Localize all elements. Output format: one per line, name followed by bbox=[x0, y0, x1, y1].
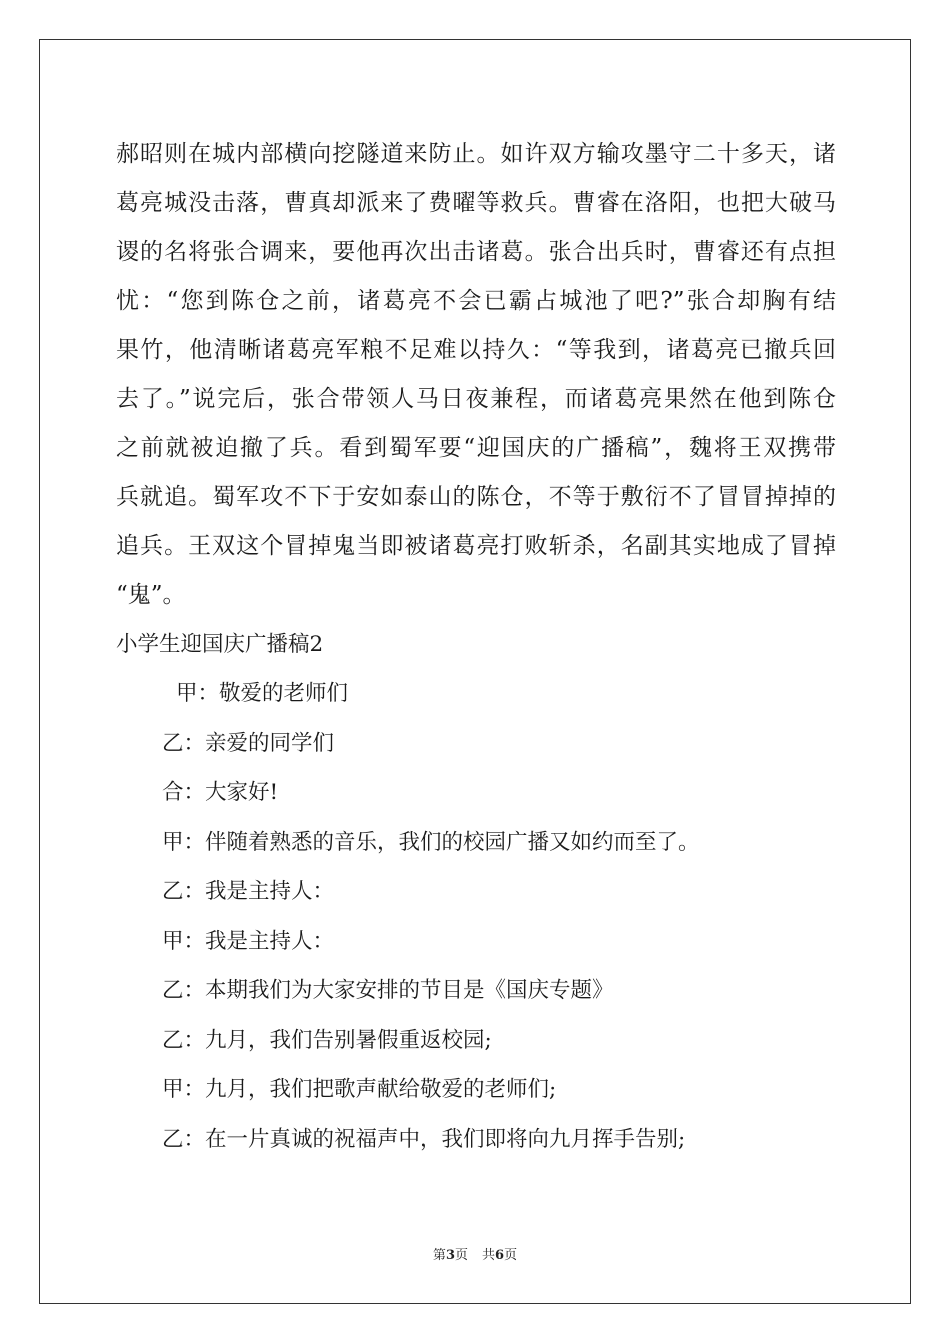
page-number: 第3页 bbox=[432, 1248, 468, 1263]
dialogue-line: 乙：本期我们为大家安排的节目是《国庆专题》 bbox=[162, 978, 614, 1003]
paragraph-line: 郝昭则在城内部横向挖隧道来防止。如许双方输攻墨守二十多天，诸 bbox=[116, 141, 836, 167]
paragraph-line: 追兵。王双这个冒掉鬼当即被诸葛亮打败斩杀，名副其实地成了冒掉 bbox=[116, 533, 836, 559]
dialogue-line: 甲：伴随着熟悉的音乐，我们的校园广播又如约而至了。 bbox=[162, 829, 700, 855]
dialogue-line: 合：大家好! bbox=[162, 780, 279, 805]
dialogue-line: 甲：我是主持人： bbox=[162, 928, 335, 954]
paragraph-line: 忧：“您到陈仓之前，诸葛亮不会已霸占城池了吧?”张合却胸有结 bbox=[116, 288, 836, 314]
paragraph-line: 去了。”说完后，张合带领人马日夜兼程，而诸葛亮果然在他到陈仓 bbox=[116, 386, 836, 412]
dialogue-line: 甲：九月，我们把歌声献给敬爱的老师们; bbox=[162, 1077, 557, 1102]
document-body bbox=[116, 130, 836, 1164]
dialogue-line: 甲：敬爱的老师们 bbox=[176, 681, 349, 706]
dialogue-line: 乙：九月，我们告别暑假重返校园; bbox=[162, 1027, 492, 1053]
paragraph-line: 葛亮城没击落，曹真却派来了费曜等救兵。曹睿在洛阳，也把大破马 bbox=[116, 190, 836, 216]
dialogue-list bbox=[116, 669, 836, 1164]
paragraph-line: 谡的名将张合调来，要他再次出击诸葛。张合出兵时，曹睿还有点担 bbox=[116, 239, 836, 265]
paragraph-line: 兵就追。蜀军攻不下于安如泰山的陈仓，不等于敷衍不了冒冒掉掉的 bbox=[116, 484, 836, 510]
paragraph-line: 果竹，他清晰诸葛亮军粮不足难以持久：“等我到，诸葛亮已撤兵回 bbox=[116, 337, 836, 363]
continuation-paragraph bbox=[116, 130, 836, 620]
dialogue-line: 乙：在一片真诚的祝福声中，我们即将向九月挥手告别; bbox=[162, 1126, 686, 1152]
page-total: 共6页 bbox=[482, 1248, 518, 1263]
page-footer bbox=[0, 1246, 950, 1266]
dialogue-line: 乙：亲爱的同学们 bbox=[162, 730, 335, 756]
dialogue-line: 乙：我是主持人： bbox=[162, 879, 335, 904]
paragraph-line: 之前就被迫撤了兵。看到蜀军要“迎国庆的广播稿”，魏将王双携带 bbox=[116, 435, 836, 461]
section-heading: 小学生迎国庆广播稿2 bbox=[116, 632, 324, 657]
paragraph-line: “鬼”。 bbox=[116, 582, 186, 608]
